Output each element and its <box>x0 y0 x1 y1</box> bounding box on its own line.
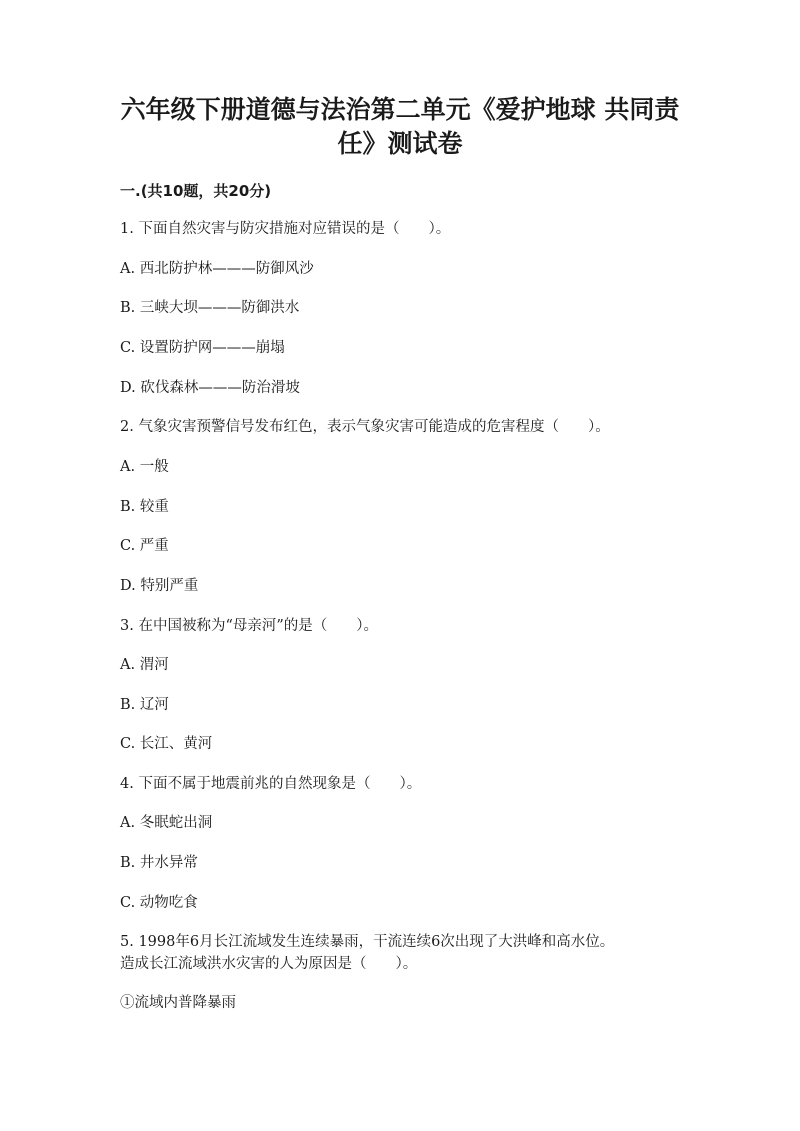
question-1-stem: 1. 下面自然灾害与防灾措施对应错误的是（ ）。 <box>120 221 451 237</box>
question-1-option-a: A. 西北防护林———防御风沙 <box>120 261 314 277</box>
title-line-1: 六年级下册道德与法治第二单元《爱护地球 共同责 <box>120 95 680 124</box>
section-heading: 一.(共10题，共20分) <box>120 182 272 200</box>
question-1-option-c: C. 设置防护网———崩塌 <box>120 340 285 356</box>
question-3-option-a: A. 渭河 <box>120 657 169 673</box>
page-title <box>100 93 700 161</box>
question-5-stem-line-1: 5. 1998年6月长江流域发生连续暴雨，干流连续6次出现了大洪峰和高水位。 <box>120 934 615 950</box>
question-5-option-1: ①流域内普降暴雨 <box>120 995 236 1011</box>
question-3-stem: 3. 在中国被称为“母亲河”的是（ ）。 <box>120 618 379 634</box>
question-2-option-c: C. 严重 <box>120 538 169 554</box>
question-3-option-b: B. 辽河 <box>120 697 169 713</box>
question-2-option-b: B. 较重 <box>120 499 169 515</box>
question-1-option-d: D. 砍伐森林———防治滑坡 <box>120 380 300 396</box>
question-5-stem-line-2: 造成长江流域洪水灾害的人为原因是（ ）。 <box>120 956 418 972</box>
question-2-stem: 2. 气象灾害预警信号发布红色，表示气象灾害可能造成的危害程度（ ）。 <box>120 419 610 435</box>
question-4-stem: 4. 下面不属于地震前兆的自然现象是（ ）。 <box>120 776 422 792</box>
question-1-option-b: B. 三峡大坝———防御洪水 <box>120 300 300 316</box>
question-2-option-d: D. 特别严重 <box>120 578 199 594</box>
title-line-2: 任》测试卷 <box>337 129 463 158</box>
question-4-option-a: A. 冬眠蛇出洞 <box>120 815 213 831</box>
question-4-option-b: B. 井水异常 <box>120 855 198 871</box>
question-3-option-c: C. 长江、黄河 <box>120 736 213 752</box>
question-2-option-a: A. 一般 <box>120 459 169 475</box>
question-4-option-c: C. 动物吃食 <box>120 895 198 911</box>
